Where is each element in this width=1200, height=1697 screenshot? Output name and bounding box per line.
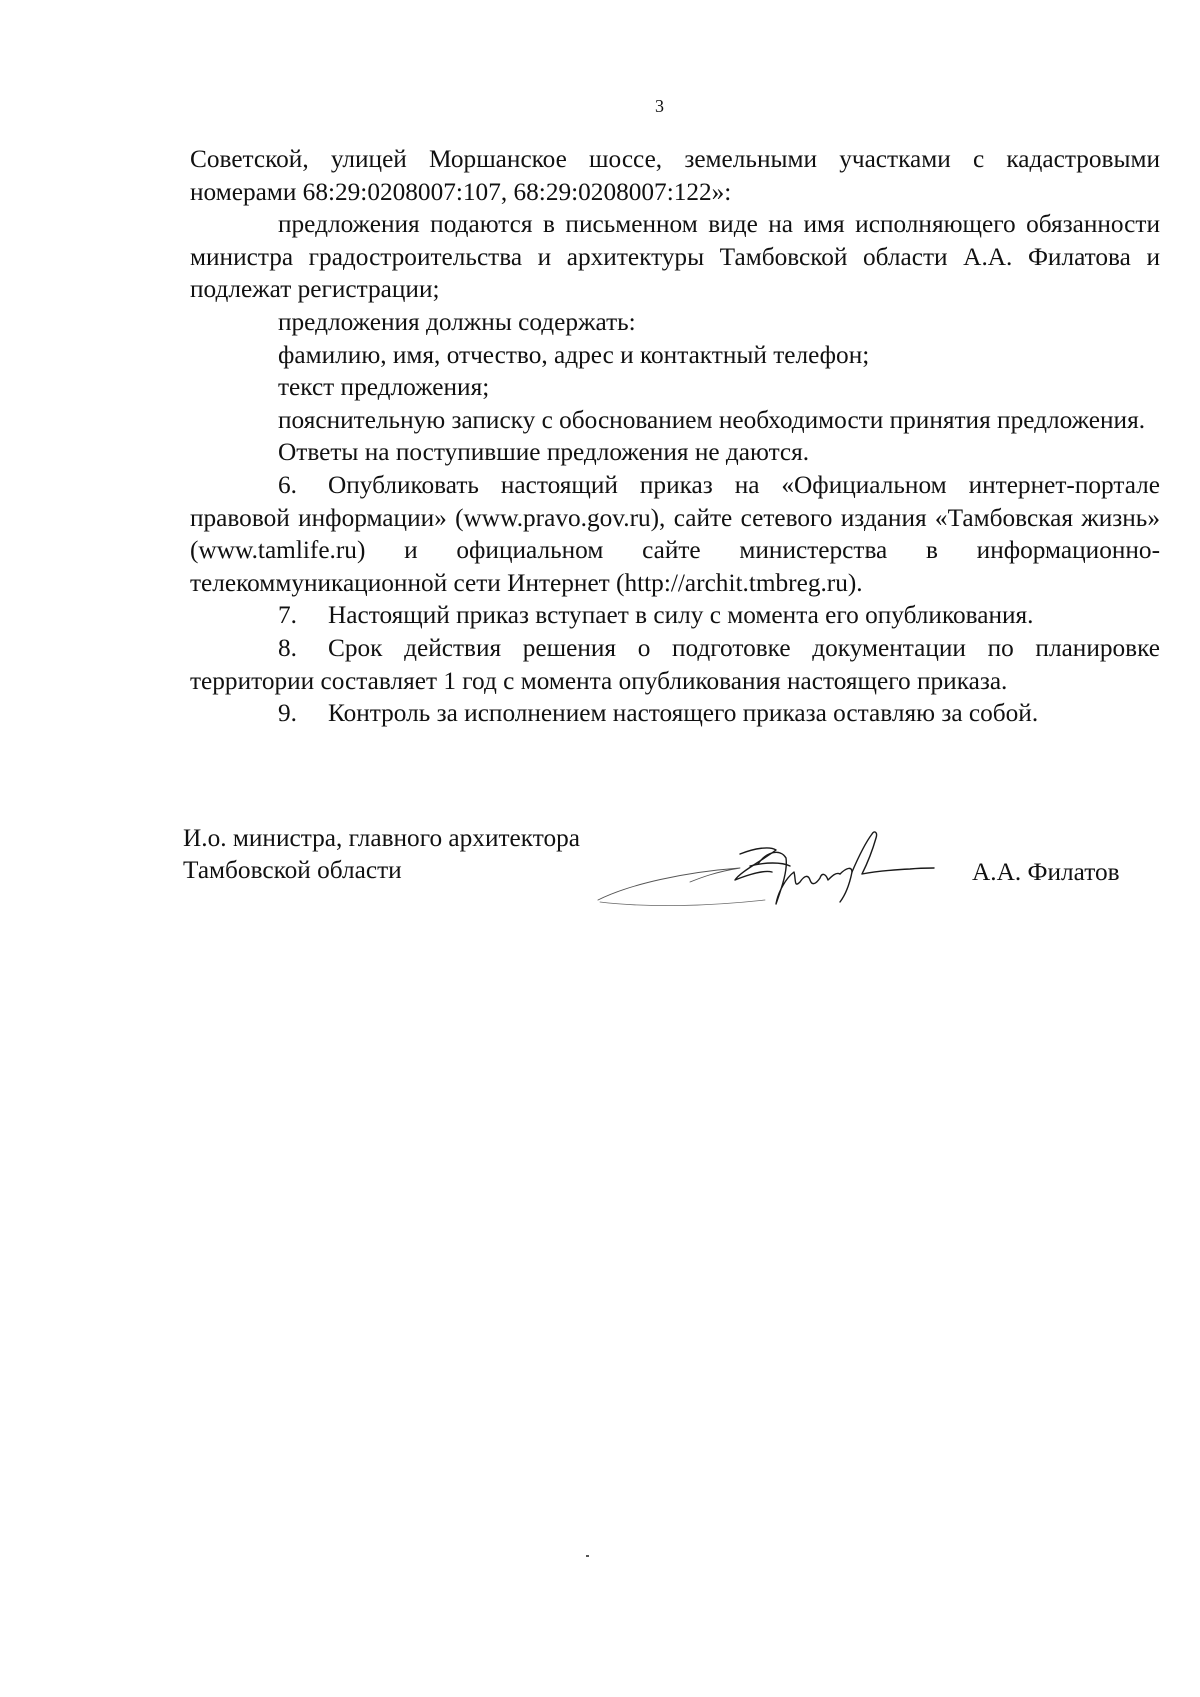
item-number: 6. [278,470,297,499]
paragraph-proposals-content: предложения должны содержать: [278,307,636,336]
paragraph-explanatory-note: пояснительную записку с обоснованием необходимости принятия предложения. [278,405,1146,434]
signatory-name: А.А. Филатов [972,858,1120,886]
paragraph-no-replies: Ответы на поступившие предложения не даются. [278,438,810,467]
numbered-item [190,469,1160,599]
item-number: 9. [278,699,297,728]
paragraph-continuation: Советской, улицей Моршанское шоссе, земельными участками с кадастровыми номерами 68:29:0208007:107, 68:29:0208007:122»: [190,145,1160,206]
item-text: Опубликовать настоящий приказ на «Официальном интернет-портале правовой информации» (www.pravo.gov.ru), сайте сетевого издания «Тамбовская жизнь» (www.tamlife.ru) и официальном сайте министерства в информационно-телекоммуникационной сети Интернет (http://archit.tmbreg.ru). [190,470,1160,597]
signatory-position-line2: Тамбовской области [183,856,402,884]
paragraph-contact-info: фамилию, имя, отчество, адрес и контактный телефон; [278,340,870,369]
item-text: Настоящий приказ вступает в силу с момента его опубликования. [328,601,1034,630]
page-number: 3 [655,96,664,116]
item-number: 7. [278,601,297,630]
scan-speck [586,1555,589,1557]
paragraph-proposal-text: текст предложения; [278,373,490,402]
item-text: Срок действия решения о подготовке документации по планировке территории составляет 1 год с момента опубликования настоящего приказа. [190,633,1160,695]
handwritten-signature [590,822,940,922]
document-body [190,143,1160,730]
item-number: 8. [278,633,297,662]
signatory-position [183,822,580,886]
numbered-item [190,599,1160,632]
numbered-item [190,632,1160,697]
paragraph-proposals-submission: предложения подаются в письменном виде на имя исполняющего обязанности министра градостроительства и архитектуры Тамбовской области А.А. Филатова и подлежат регистрации; [190,210,1160,304]
item-text: Контроль за исполнением настоящего приказа оставляю за собой. [328,699,1039,728]
signatory-position-line1: И.о. министра, главного архитектора [183,824,580,852]
numbered-item [190,697,1160,730]
